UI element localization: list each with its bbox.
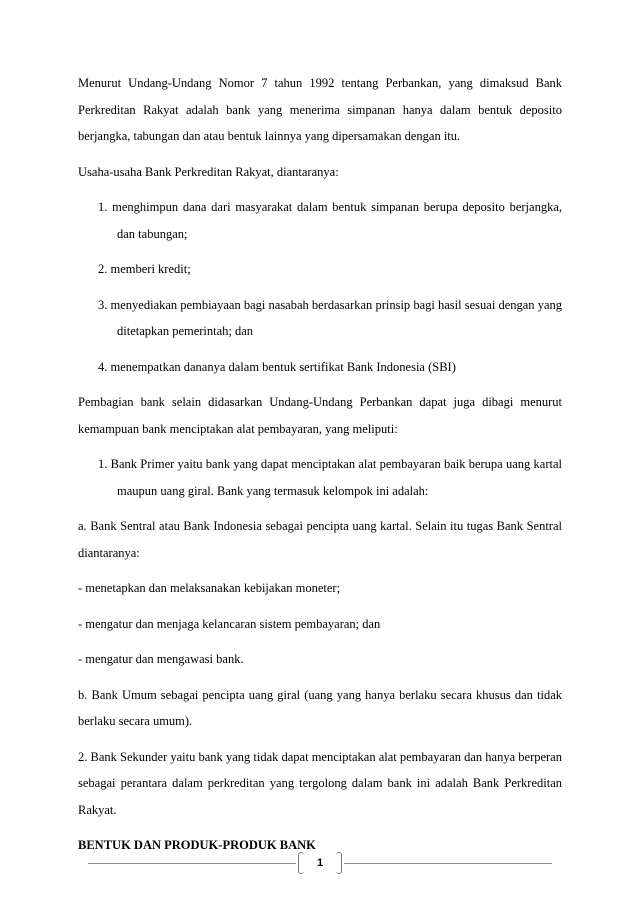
paragraph-bpr-definition: Menurut Undang-Undang Nomor 7 tahun 1992 tentang Perbankan, yang dimaksud Bank Perkreditan Rakyat adalah bank yang menerima simpanan hanya dalam bentuk deposito berjangka, tabungan dan atau bentuk lainnya yang dipersamakan dengan itu.	[78, 76, 562, 143]
page-number: 1	[316, 857, 324, 869]
document-body	[78, 70, 562, 859]
paragraph-commercial-bank: b. Bank Umum sebagai pencipta uang giral (uang yang hanya berlaku secara khusus dan tidak berlaku secara umum).	[78, 687, 562, 728]
list-item: 4. menempatkan dananya dalam bentuk sertifikat Bank Indonesia (SBI)	[98, 359, 456, 374]
list-item: 3. menyediakan pembiayaan bagi nasabah berdasarkan prinsip bagi hasil sesuai dengan yang ditetapkan pemerintah; dan	[98, 297, 562, 338]
paragraph-central-bank-task-1: - menetapkan dan melaksanakan kebijakan moneter;	[78, 581, 341, 595]
bank-division-list	[78, 451, 562, 504]
list-item: 1. menghimpun dana dari masyarakat dalam bentuk simpanan berupa deposito berjangka, dan tabungan;	[98, 200, 562, 241]
paragraph-bpr-activities-intro: Usaha-usaha Bank Perkreditan Rakyat, diantaranya:	[78, 164, 339, 179]
section-heading: BENTUK DAN PRODUK-PRODUK BANK	[78, 838, 316, 852]
footer-divider-left	[88, 863, 296, 864]
paragraph-secondary-bank: 2. Bank Sekunder yaitu bank yang tidak dapat menciptakan alat pembayaran dan hanya berperan sebagai perantara dalam perkreditan yang tergolong dalam bank ini adalah Bank Perkreditan Rakyat.	[78, 749, 562, 817]
bpr-activities-list	[78, 194, 562, 380]
list-item: 2. memberi kredit;	[98, 262, 191, 276]
list-item: 1. Bank Primer yaitu bank yang dapat menciptakan alat pembayaran baik berupa uang kartal maupun uang giral. Bank yang termasuk kelompok ini adalah:	[98, 457, 562, 498]
right-bracket-icon	[336, 852, 342, 874]
page-footer	[88, 852, 552, 876]
paragraph-central-bank-task-2: - mengatur dan menjaga kelancaran sistem pembayaran; dan	[78, 616, 381, 631]
paragraph-central-bank: a. Bank Sentral atau Bank Indonesia sebagai pencipta uang kartal. Selain itu tugas Bank Sentral diantaranya:	[78, 519, 562, 560]
paragraph-central-bank-task-3: - mengatur dan mengawasi bank.	[78, 652, 244, 666]
paragraph-bank-division: Pembagian bank selain didasarkan Undang-Undang Perbankan dapat juga dibagi menurut kemampuan bank menciptakan alat pembayaran, yang meliputi:	[78, 395, 562, 436]
footer-divider-right	[344, 863, 552, 864]
